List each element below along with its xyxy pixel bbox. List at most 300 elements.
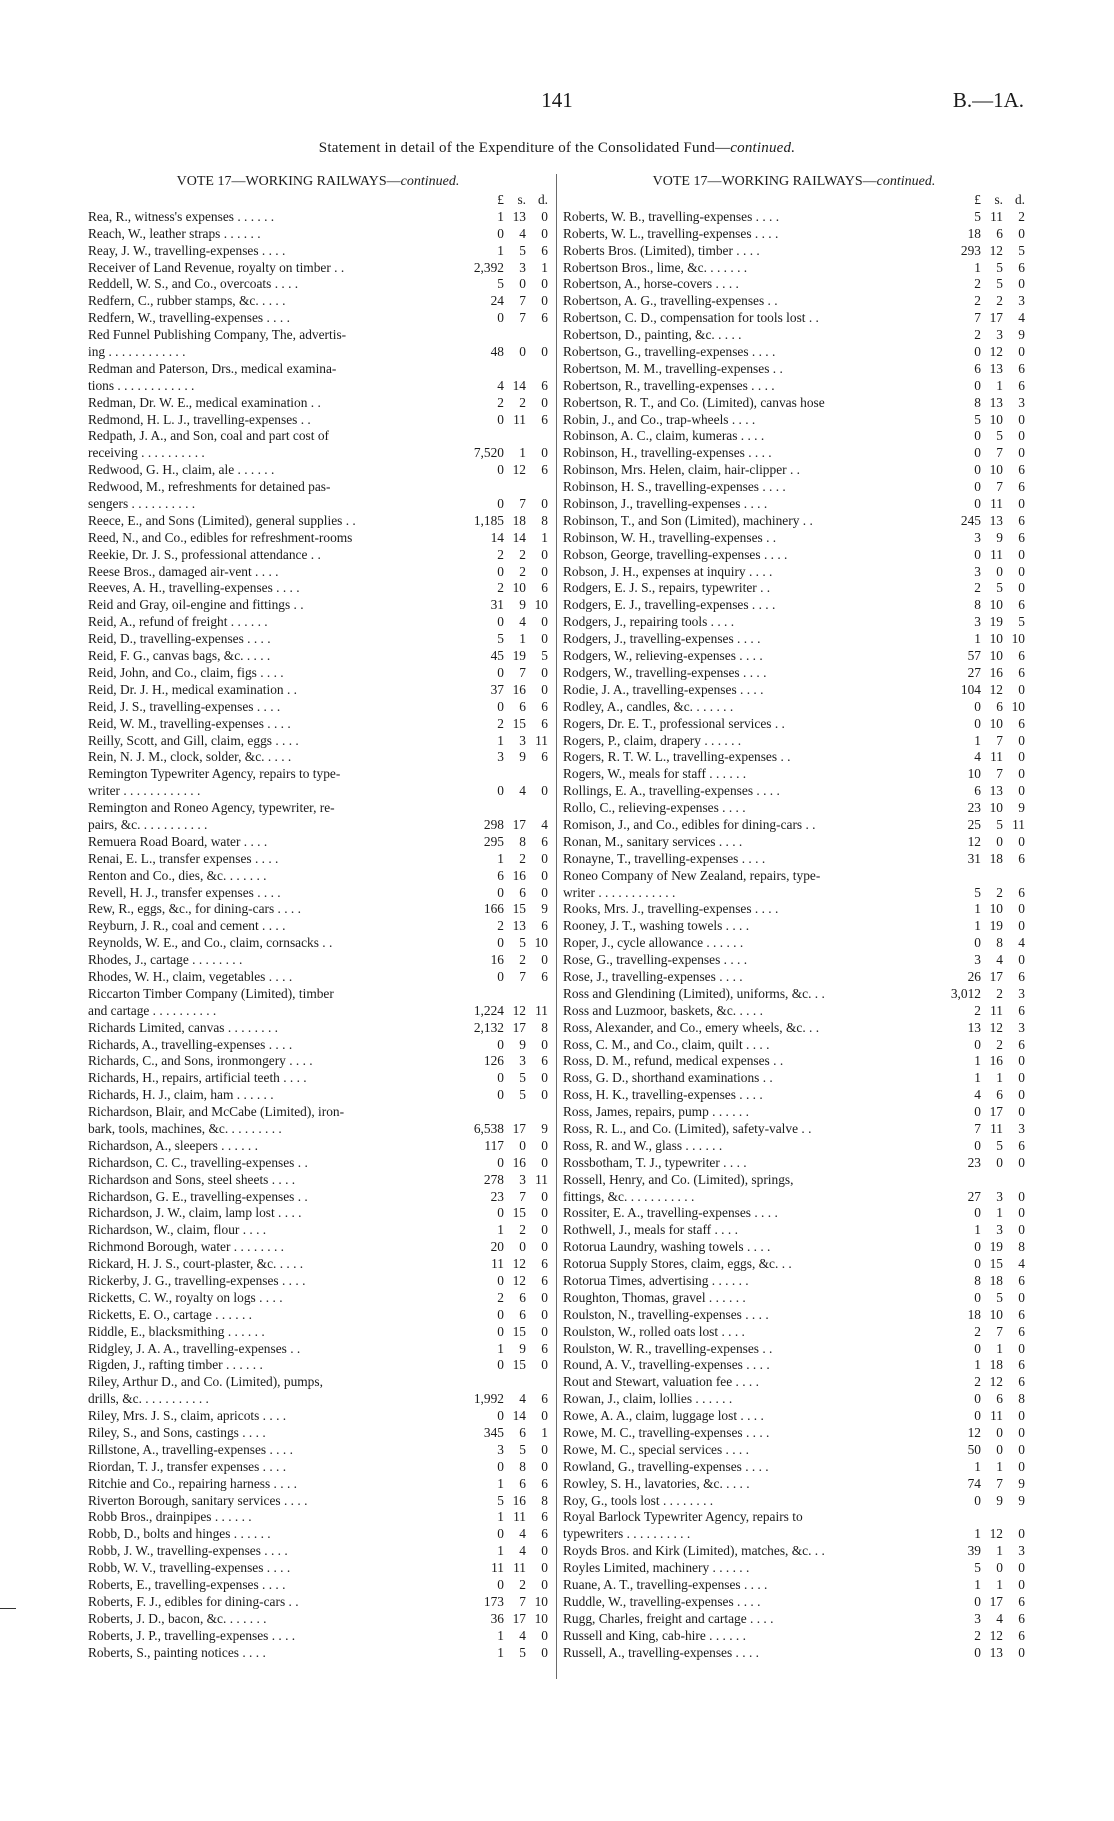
amount-pence: 10 — [534, 1593, 548, 1609]
payee-description: Rowe, M. C., travelling-expenses . . . . — [563, 1425, 770, 1441]
amount-shillings: 12 — [989, 1019, 1003, 1035]
expenditure-row — [88, 1121, 548, 1138]
amount-shillings — [504, 766, 526, 783]
amount-pounds: 0 — [497, 225, 504, 241]
amount-pounds: 0 — [497, 1357, 504, 1373]
amount-pounds: 12 — [967, 1425, 981, 1441]
amount-pounds: 3,012 — [950, 985, 981, 1001]
amount-cell — [458, 344, 548, 361]
amount-pence: 6 — [541, 1526, 548, 1542]
amount-shillings: 15 — [512, 1357, 526, 1373]
amount-cell — [935, 361, 1025, 378]
payee-description: Rodgers, W., relieving-expenses . . . . — [563, 648, 763, 664]
amount-cell — [935, 1374, 1025, 1391]
payee-description: Rodgers, E. J. S., repairs, typewriter . . — [563, 580, 771, 596]
amount-pounds — [458, 361, 504, 378]
amount-cell — [458, 733, 548, 750]
amount-shillings: 10 — [989, 411, 1003, 427]
amount-shillings: 13 — [512, 208, 526, 224]
amount-pounds: 8 — [974, 1273, 981, 1288]
amount-pence: 0 — [1018, 1560, 1025, 1576]
amount-shillings: 1 — [996, 1458, 1003, 1474]
amount-shillings: 10 — [989, 462, 1003, 478]
amount-cell — [458, 800, 548, 817]
amount-shillings: 6 — [519, 1289, 526, 1305]
amount-pounds: 0 — [497, 935, 504, 951]
payee-description: Robinson, Mrs. Helen, claim, hair-clipper . . — [563, 462, 800, 478]
currency-units-header — [88, 192, 548, 209]
amount-cell — [458, 1205, 548, 1222]
amount-cell — [935, 1138, 1025, 1155]
amount-cell — [458, 1155, 548, 1172]
amount-cell — [935, 1459, 1025, 1476]
payee-description: Receiver of Land Revenue, royalty on timber . . — [88, 259, 345, 275]
amount-pounds: 5 — [497, 631, 504, 647]
amount-pounds: 3 — [497, 749, 504, 765]
expenditure-row — [88, 580, 548, 597]
amount-cell — [458, 260, 548, 277]
amount-pounds: 31 — [967, 850, 981, 866]
amount-pence: 6 — [541, 1053, 548, 1069]
amount-cell — [935, 276, 1025, 293]
amount-pence: 0 — [541, 1070, 548, 1086]
payee-description: drills, &c. . . . . . . . . . . — [88, 1391, 209, 1407]
amount-shillings: 10 — [989, 715, 1003, 731]
expenditure-row — [88, 293, 548, 310]
amount-pence: 0 — [541, 1627, 548, 1643]
payee-description: Robinson, H., travelling-expenses . . . . — [563, 445, 772, 461]
amount-shillings: 3 — [996, 1222, 1003, 1238]
payee-description: Reed, N., and Co., edibles for refreshment-rooms — [88, 529, 353, 545]
amount-pounds: 27 — [967, 664, 981, 680]
amount-pence — [1003, 868, 1025, 885]
amount-pence: 6 — [541, 580, 548, 596]
payee-description: Riverton Borough, sanitary services . . . . — [88, 1492, 308, 1508]
amount-shillings: 7 — [996, 1323, 1003, 1339]
expenditure-row — [88, 1172, 548, 1189]
payee-description: Richardson, C. C., travelling-expenses . . — [88, 1154, 308, 1170]
amount-pounds: 1 — [974, 1357, 981, 1373]
expenditure-row — [88, 361, 548, 378]
amount-shillings: 6 — [519, 884, 526, 900]
amount-shillings: 7 — [996, 1475, 1003, 1491]
amount-cell — [458, 918, 548, 935]
amount-shillings: 7 — [519, 293, 526, 309]
amount-shillings: 8 — [996, 935, 1003, 951]
amount-pounds: 0 — [497, 968, 504, 984]
amount-cell — [458, 1442, 548, 1459]
amount-shillings: 9 — [519, 1340, 526, 1356]
amount-shillings: 2 — [996, 884, 1003, 900]
payee-description: Ross and Luzmoor, baskets, &c. . . . . — [563, 1002, 763, 1018]
amount-cell — [935, 800, 1025, 817]
amount-cell — [935, 344, 1025, 361]
amount-cell — [935, 1628, 1025, 1645]
amount-pence: 10 — [1011, 631, 1025, 647]
amount-pence: 9 — [541, 1120, 548, 1136]
amount-pence: 3 — [1018, 394, 1025, 410]
payee-description: Roberts, W. B., travelling-expenses . . . . — [563, 208, 780, 224]
amount-pounds: 3 — [974, 563, 981, 579]
amount-pounds: 23 — [967, 800, 981, 816]
payee-description: Reid and Gray, oil-engine and fittings . . — [88, 597, 304, 613]
amount-cell — [458, 935, 548, 952]
amount-shillings: 4 — [519, 1526, 526, 1542]
amount-cell — [935, 445, 1025, 462]
amount-cell — [458, 580, 548, 597]
expenditure-row — [88, 800, 548, 817]
amount-shillings: 12 — [989, 1374, 1003, 1390]
expenditure-row — [563, 1391, 1025, 1408]
amount-pence: 6 — [541, 968, 548, 984]
expenditure-row — [563, 868, 1025, 885]
payee-description: Rodgers, W., travelling-expenses . . . . — [563, 664, 767, 680]
amount-cell — [458, 868, 548, 885]
amount-shillings: 4 — [519, 783, 526, 799]
amount-pounds: 0 — [974, 1644, 981, 1660]
payee-description: Ross, R. L., and Co. (Limited), safety-valve . . — [563, 1120, 812, 1136]
amount-pounds: 0 — [974, 479, 981, 495]
amount-cell — [935, 1307, 1025, 1324]
amount-pence: 9 — [1018, 1492, 1025, 1508]
payee-description: Robertson, D., painting, &c. . . . . — [563, 327, 742, 343]
amount-cell — [458, 310, 548, 327]
amount-pence: 6 — [541, 1340, 548, 1356]
amount-pounds: 2 — [974, 1323, 981, 1339]
expenditure-row — [563, 1476, 1025, 1493]
amount-pounds: 0 — [497, 1205, 504, 1221]
payee-description: Rodgers, J., travelling-expenses . . . . — [563, 631, 761, 647]
amount-pounds: 16 — [490, 952, 504, 968]
amount-cell — [935, 1577, 1025, 1594]
amount-pounds: 2 — [497, 715, 504, 731]
amount-pence: 6 — [541, 377, 548, 393]
amount-pence: 0 — [541, 1239, 548, 1255]
expenditure-row — [88, 986, 548, 1003]
amount-cell — [935, 766, 1025, 783]
expenditure-row — [563, 969, 1025, 986]
expenditure-row — [563, 361, 1025, 378]
amount-pounds — [458, 800, 504, 817]
amount-shillings: 2 — [996, 293, 1003, 309]
amount-pounds: 1 — [974, 259, 981, 275]
amount-pounds: 345 — [483, 1425, 504, 1441]
amount-cell — [935, 918, 1025, 935]
amount-shillings: 13 — [512, 918, 526, 934]
amount-pence: 0 — [1018, 1154, 1025, 1170]
amount-shillings: 0 — [519, 276, 526, 292]
expenditure-row — [88, 1155, 548, 1172]
amount-pence — [1003, 1172, 1025, 1189]
amount-cell — [935, 1205, 1025, 1222]
payee-description: Ronayne, T., travelling-expenses . . . . — [563, 850, 766, 866]
expenditure-row — [563, 716, 1025, 733]
expenditure-row — [88, 1425, 548, 1442]
payee-description: Reddell, W. S., and Co., overcoats . . . . — [88, 276, 299, 292]
amount-shillings: 14 — [512, 377, 526, 393]
amount-shillings: 5 — [519, 935, 526, 951]
payee-description: Redpath, J. A., and Son, coal and part cost of — [88, 428, 329, 444]
expenditure-row — [88, 1594, 548, 1611]
amount-pounds: 1 — [974, 1070, 981, 1086]
payee-description: Rodley, A., candles, &c. . . . . . . — [563, 698, 734, 714]
amount-cell — [935, 1222, 1025, 1239]
amount-cell — [935, 1509, 1025, 1526]
amount-cell — [935, 378, 1025, 395]
expenditure-row — [88, 1037, 548, 1054]
amount-shillings — [504, 986, 526, 1003]
amount-cell — [935, 1442, 1025, 1459]
amount-pounds: 173 — [483, 1593, 504, 1609]
amount-cell — [935, 1070, 1025, 1087]
amount-cell — [935, 1104, 1025, 1121]
amount-cell — [935, 952, 1025, 969]
expenditure-row — [88, 513, 548, 530]
amount-pounds: 10 — [967, 766, 981, 782]
amount-pounds: 245 — [960, 512, 981, 528]
amount-pence: 0 — [541, 783, 548, 799]
amount-shillings — [504, 1104, 526, 1121]
amount-pounds: 31 — [490, 597, 504, 613]
amount-pence: 6 — [1018, 850, 1025, 866]
payee-description: Robinson, J., travelling-expenses . . . . — [563, 496, 768, 512]
amount-shillings: 7 — [519, 1188, 526, 1204]
amount-pounds: 293 — [960, 242, 981, 258]
payee-description: Rickerby, J. G., travelling-expenses . . . . — [88, 1273, 306, 1288]
payee-description: Riordan, T. J., transfer expenses . . . . — [88, 1458, 287, 1474]
amount-cell — [458, 412, 548, 429]
amount-pence: 2 — [1018, 208, 1025, 224]
expenditure-row — [563, 1104, 1025, 1121]
amount-shillings: 5 — [519, 1441, 526, 1457]
amount-shillings: 10 — [989, 800, 1003, 816]
amount-pounds: 5 — [497, 276, 504, 292]
shillings-unit: s. — [517, 192, 526, 207]
amount-pence: 6 — [541, 833, 548, 849]
payee-description: Romison, J., and Co., edibles for dining-cars . . — [563, 816, 816, 832]
amount-cell — [458, 1374, 548, 1391]
payee-description: Rhodes, J., cartage . . . . . . . . — [88, 952, 243, 968]
amount-pounds: 0 — [497, 1273, 504, 1288]
payee-description: Rigden, J., rafting timber . . . . . . — [88, 1357, 263, 1373]
amount-pounds: 0 — [497, 698, 504, 714]
amount-pounds: 0 — [497, 1036, 504, 1052]
amount-pounds: 0 — [974, 1239, 981, 1255]
amount-shillings: 16 — [989, 664, 1003, 680]
payee-description: Royds Bros. and Kirk (Limited), matches, &c. . . — [563, 1543, 825, 1559]
amount-pounds: 0 — [497, 1306, 504, 1322]
payee-description: Robinson, W. H., travelling-expenses . . — [563, 529, 777, 545]
amount-pence: 0 — [541, 884, 548, 900]
amount-pounds: 5 — [974, 208, 981, 224]
amount-pence: 8 — [1018, 1239, 1025, 1255]
amount-pence: 0 — [541, 225, 548, 241]
expenditure-row — [563, 1442, 1025, 1459]
amount-shillings: 9 — [519, 1036, 526, 1052]
amount-shillings: 19 — [989, 1239, 1003, 1255]
payee-description: Reid, W. M., travelling-expenses . . . . — [88, 715, 291, 731]
amount-pounds: 20 — [490, 1239, 504, 1255]
margin-mark — [0, 1608, 16, 1609]
amount-shillings: 6 — [519, 698, 526, 714]
amount-pence: 0 — [1018, 732, 1025, 748]
payee-description: Ricketts, C. W., royalty on logs . . . . — [88, 1289, 283, 1305]
payee-description: Remington Typewriter Agency, repairs to type- — [88, 766, 341, 782]
amount-pounds: 0 — [497, 1070, 504, 1086]
amount-cell — [935, 293, 1025, 310]
amount-shillings: 11 — [990, 546, 1003, 562]
expenditure-row — [88, 479, 548, 496]
amount-pence: 6 — [1018, 1036, 1025, 1052]
expenditure-row — [563, 1087, 1025, 1104]
amount-shillings: 16 — [512, 1492, 526, 1508]
payee-description: Rotorua Supply Stores, claim, eggs, &c. . . — [563, 1256, 792, 1272]
amount-cell — [458, 1273, 548, 1290]
payee-description: Robb, W. V., travelling-expenses . . . . — [88, 1560, 291, 1576]
payee-description: Reece, E., and Sons (Limited), general supplies . . — [88, 512, 356, 528]
amount-pounds: 6 — [974, 783, 981, 799]
amount-cell — [935, 935, 1025, 952]
amount-pence: 0 — [1018, 1577, 1025, 1593]
amount-cell — [458, 378, 548, 395]
payee-description: Roberts, S., painting notices . . . . — [88, 1644, 266, 1660]
payee-description: Royles Limited, machinery . . . . . . — [563, 1560, 750, 1576]
amount-pounds: 1 — [497, 208, 504, 224]
expenditure-row — [88, 1577, 548, 1594]
amount-shillings: 14 — [512, 529, 526, 545]
amount-pounds: 5 — [974, 411, 981, 427]
amount-cell — [458, 1020, 548, 1037]
payee-description: Redman and Paterson, Drs., medical examina- — [88, 360, 337, 376]
payee-description: Ross, H. K., travelling-expenses . . . . — [563, 1087, 763, 1103]
expenditure-row — [563, 530, 1025, 547]
payee-description: Robertson, R. T., and Co. (Limited), canvas hose — [563, 394, 825, 410]
amount-shillings: 3 — [519, 259, 526, 275]
amount-shillings: 6 — [996, 698, 1003, 714]
payee-description: Roy, G., tools lost . . . . . . . . — [563, 1492, 714, 1508]
payee-description: and cartage . . . . . . . . . . — [88, 1002, 217, 1018]
amount-cell — [458, 395, 548, 412]
amount-cell — [458, 682, 548, 699]
amount-cell — [935, 682, 1025, 699]
amount-pence: 5 — [1018, 242, 1025, 258]
amount-pounds: 3 — [497, 1441, 504, 1457]
amount-pence: 6 — [541, 749, 548, 765]
payee-description: Roberts Bros. (Limited), timber . . . . — [563, 242, 760, 258]
payee-description: Russell, A., travelling-expenses . . . . — [563, 1644, 759, 1660]
amount-shillings: 5 — [996, 816, 1003, 832]
amount-cell — [935, 1357, 1025, 1374]
expenditure-row — [563, 1357, 1025, 1374]
amount-cell — [935, 1121, 1025, 1138]
amount-shillings — [504, 800, 526, 817]
expenditure-row — [563, 1037, 1025, 1054]
amount-cell — [458, 513, 548, 530]
amount-pounds: 37 — [490, 681, 504, 697]
amount-shillings: 9 — [519, 749, 526, 765]
payee-description: Redwood, G. H., claim, ale . . . . . . — [88, 462, 275, 478]
amount-pence: 0 — [1018, 1289, 1025, 1305]
amount-pounds: 0 — [497, 1087, 504, 1103]
expenditure-row — [88, 260, 548, 277]
amount-cell — [935, 1256, 1025, 1273]
amount-pence: 4 — [541, 816, 548, 832]
amount-cell — [458, 1476, 548, 1493]
amount-pence: 0 — [1018, 546, 1025, 562]
expenditure-row — [563, 1594, 1025, 1611]
vote-heading-text: VOTE 17—WORKING RAILWAYS— — [652, 174, 877, 189]
expenditure-row — [88, 1087, 548, 1104]
amount-pounds: 27 — [967, 1188, 981, 1204]
amount-cell — [458, 851, 548, 868]
left-column — [88, 172, 548, 1661]
payee-description: Roulston, N., travelling-expenses . . . . — [563, 1306, 769, 1322]
amount-pounds: 8 — [974, 597, 981, 613]
amount-shillings: 18 — [989, 850, 1003, 866]
expenditure-row — [88, 1357, 548, 1374]
amount-pounds: 2 — [974, 1374, 981, 1390]
amount-pounds: 23 — [490, 1188, 504, 1204]
expenditure-row — [88, 226, 548, 243]
amount-pounds: 0 — [974, 1289, 981, 1305]
payee-description: Reilly, Scott, and Gill, claim, eggs . . . . — [88, 732, 299, 748]
expenditure-row — [563, 1189, 1025, 1206]
amount-pence: 6 — [1018, 1593, 1025, 1609]
amount-pence: 6 — [1018, 1273, 1025, 1288]
payee-description: Reid, John, and Co., claim, figs . . . . — [88, 664, 284, 680]
amount-shillings: 5 — [519, 1070, 526, 1086]
amount-pence: 0 — [541, 850, 548, 866]
amount-pounds: 3 — [974, 529, 981, 545]
amount-shillings: 6 — [519, 1425, 526, 1441]
amount-pounds — [458, 327, 504, 344]
amount-pence: 0 — [1018, 833, 1025, 849]
payee-description: Reid, D., travelling-expenses . . . . — [88, 631, 271, 647]
amount-pounds: 2 — [974, 293, 981, 309]
expenditure-row — [88, 851, 548, 868]
amount-pounds: 2 — [974, 1002, 981, 1018]
amount-pounds: 0 — [974, 445, 981, 461]
amount-pounds: 1,992 — [473, 1391, 504, 1407]
amount-pence: 8 — [541, 1492, 548, 1508]
amount-pence: 3 — [1018, 1543, 1025, 1559]
expenditure-row — [563, 1526, 1025, 1543]
amount-pence: 6 — [1018, 1306, 1025, 1322]
amount-cell — [458, 1053, 548, 1070]
amount-shillings: 12 — [989, 344, 1003, 360]
amount-cell — [935, 243, 1025, 260]
amount-shillings: 4 — [519, 225, 526, 241]
amount-shillings: 2 — [519, 546, 526, 562]
amount-shillings: 19 — [512, 648, 526, 664]
amount-pence — [526, 361, 548, 378]
amount-pence: 6 — [541, 242, 548, 258]
amount-cell — [935, 699, 1025, 716]
amount-pounds: 117 — [484, 1137, 504, 1153]
amount-pounds — [935, 1509, 981, 1526]
amount-pounds: 2 — [974, 580, 981, 596]
payee-description: fittings, &c. . . . . . . . . . . — [563, 1188, 695, 1204]
amount-shillings: 17 — [512, 816, 526, 832]
payee-description: Rillstone, A., travelling-expenses . . . . — [88, 1441, 293, 1457]
expenditure-row — [88, 1628, 548, 1645]
amount-cell — [458, 1628, 548, 1645]
expenditure-row — [88, 1239, 548, 1256]
amount-cell — [935, 1155, 1025, 1172]
amount-shillings: 12 — [989, 1627, 1003, 1643]
expenditure-row — [563, 918, 1025, 935]
amount-pounds: 4 — [974, 749, 981, 765]
